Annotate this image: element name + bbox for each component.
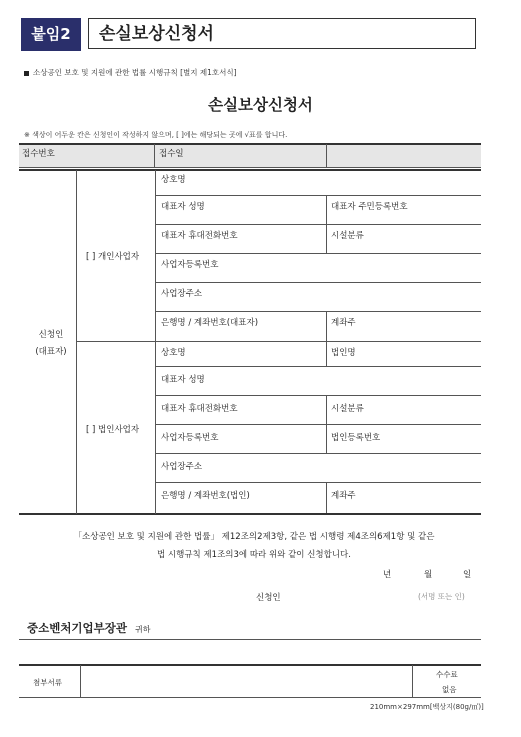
individual-rep-resident-no-field[interactable]: 대표자 주민등록번호	[331, 202, 408, 212]
attachment-tag: 붙임2	[21, 18, 81, 51]
corporate-bank-account-field[interactable]: 은행명 / 계좌번호(법인)	[161, 491, 250, 501]
corporate-facility-type-field[interactable]: 시설분류	[331, 404, 364, 414]
application-statement	[24, 528, 484, 564]
individual-business-checkbox[interactable]: [ ] 개인사업자	[86, 252, 140, 262]
individual-rep-name-field[interactable]: 대표자 성명	[161, 202, 205, 212]
individual-biz-address-field[interactable]: 사업장주소	[161, 289, 203, 299]
recipient-name: 중소벤처기업부장관	[27, 621, 127, 635]
attachments-label: 첨부서류	[33, 678, 62, 687]
corporate-corp-reg-no-field[interactable]: 법인등록번호	[331, 433, 381, 443]
receipt-row	[19, 144, 481, 167]
individual-rep-phone-field[interactable]: 대표자 휴대전화번호	[161, 231, 238, 241]
document-title: 손실보상신청서	[208, 96, 313, 114]
corporate-corp-name-field[interactable]: 법인명	[331, 348, 356, 358]
signature-field[interactable]: (서명 또는 인)	[418, 592, 465, 601]
legal-reference-text: 소상공인 보호 및 지원에 관한 법률 시행규칙 [별지 제1호서식]	[33, 68, 237, 77]
corporate-rep-phone-field[interactable]: 대표자 휴대전화번호	[161, 404, 238, 414]
corporate-business-checkbox[interactable]: [ ] 법인사업자	[86, 425, 140, 435]
individual-business-name-field[interactable]: 상호명	[161, 175, 186, 185]
applicant-label-line1: 신청인	[38, 330, 64, 340]
statement-line-1: 「소상공인 보호 및 지원에 관한 법률」 제12조의2제3항, 같은 법 시행령 제4조의6제1항 및 같은	[73, 532, 435, 542]
receipt-date-label: 접수일	[159, 149, 184, 159]
date-year[interactable]: 년	[383, 570, 392, 580]
legal-reference	[24, 67, 237, 78]
applicant-label	[28, 328, 74, 357]
applicant-label-line2: (대표자)	[35, 347, 67, 357]
individual-biz-reg-no-field[interactable]: 사업자등록번호	[161, 260, 219, 270]
corporate-biz-reg-no-field[interactable]: 사업자등록번호	[161, 433, 219, 443]
corporate-account-holder-field[interactable]: 계좌주	[331, 491, 356, 501]
date-month[interactable]: 월	[424, 570, 433, 580]
individual-account-holder-field[interactable]: 계좌주	[331, 318, 356, 328]
date-day[interactable]: 일	[463, 570, 472, 580]
corporate-biz-address-field[interactable]: 사업장주소	[161, 462, 203, 472]
corporate-rep-name-field[interactable]: 대표자 성명	[161, 375, 205, 385]
fee-label: 수수료	[436, 670, 458, 679]
corporate-business-name-field[interactable]: 상호명	[161, 348, 186, 358]
fee-value: 없음	[442, 685, 457, 694]
signature-label: 신청인	[256, 593, 281, 603]
form-note: ※ 색상이 어두운 칸은 신청인이 작성하지 않으며, [ ]에는 해당되는 곳에 √표를 합니다.	[24, 131, 288, 139]
statement-line-2: 법 시행규칙 제1조의3에 따라 위와 같이 신청합니다.	[157, 550, 351, 560]
recipient	[27, 620, 150, 636]
individual-facility-type-field[interactable]: 시설분류	[331, 231, 364, 241]
paper-spec: 210mm×297mm[백상지(80g/㎡)]	[370, 703, 484, 711]
header-title: 손실보상신청서	[88, 18, 476, 49]
individual-bank-account-field[interactable]: 은행명 / 계좌번호(대표자)	[161, 318, 259, 328]
receipt-number-label: 접수번호	[22, 149, 55, 159]
bullet-square-icon	[24, 71, 29, 76]
recipient-suffix: 귀하	[134, 625, 151, 634]
